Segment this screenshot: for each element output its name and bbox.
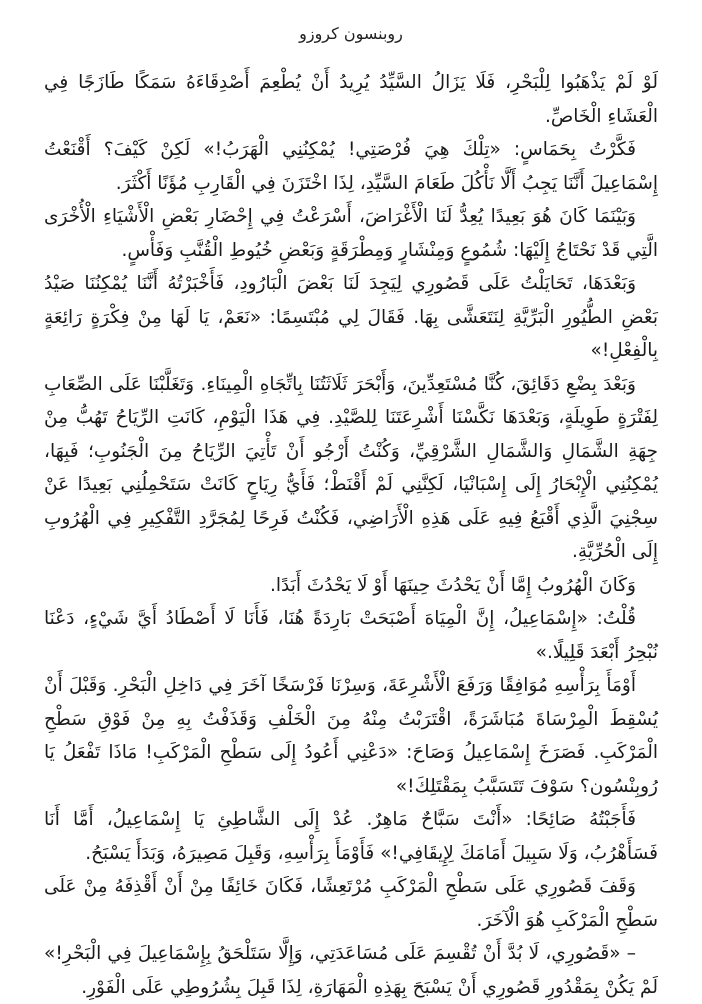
story-text [44, 66, 658, 1004]
paragraph: وَكَانَ الْهُرُوبُ إِمَّا أَنْ يَحْدُثَ حِينَهَا أَوْ لَا يَحْدُثَ أَبَدًا. [269, 574, 636, 596]
paragraph: فَأَجَبْتُهُ صَائِحًا: «أَنْتَ سَبَّاحٌ مَاهِرٌ. عُدْ إِلَى الشَّاطِئِ يَا إِسْمَاعِيلُ، أَمَّا أَنَا فَسَأَهْرُبُ، وَلَا سَبِيلَ أَمَامَكَ لِإِيقَافِي!» فَأَوْمَأَ بِرَأْسِهِ، وَقَبِلَ مَصِيرَهُ، وَبَدَأَ يَسْبَحُ. [44, 809, 658, 864]
paragraph: وَقَفَ قَصُورِي عَلَى سَطْحِ الْمَرْكَبِ مُرْتَعِشًا، فَكَانَ خَائِفًا مِنْ أَنْ أَقْذِفَهُ مِنْ عَلَى سَطْحِ الْمَرْكَبِ هُوَ الْآخَرَ. [44, 876, 658, 931]
paragraph: قُلْتُ: «إِسْمَاعِيلُ، إِنَّ الْمِيَاهَ أَصْبَحَتْ بَارِدَةً هُنَا، فَأَنَا لَا أَصْطَادُ أَيَّ شَيْءٍ، دَعْنَا نُبْحِرُ أَبْعَدَ قَلِيلًا.» [44, 608, 658, 663]
paragraph: فَكَّرْتُ بِحَمَاسٍ: «تِلْكَ هِيَ فُرْصَتِي! يُمْكِنُنِي الْهَرَبُ!» لَكِنْ كَيْفَ؟ أَقْنَعْتُ إِسْمَاعِيلَ أَنَّنَا يَجِبُ أَلَّا نَأْكُلَ طَعَامَ السَّيِّدِ، لِذَا اخْتَزَنَ فِي الْقَارِبِ مُؤَنًا أَكْثَرَ. [44, 139, 658, 194]
paragraph: وَبَعْدَهَا، تَحَايَلْتُ عَلَى قَصُورِي لِيَجِدَ لَنَا بَعْضَ الْبَارُودِ، فَأَخْبَرْتُهُ أَنَّنَا يُمْكِنُنَا صَيْدُ بَعْضِ الطُّيُورِ الْبَرِّيَّةِ لِنَتَعَشَّى بِهَا. فَقَالَ لِي مُبْتَسِمًا: «نَعَمْ، يَا لَهَا مِنْ فِكْرَةٍ رَائِعَةٍ بِالْفِعْلِ!» [44, 273, 658, 361]
paragraph: وَبَعْدَ بِضْعِ دَقَائِقَ، كُنَّا مُسْتَعِدِّينَ، وَأَبْحَرَ ثَلَاثَتُنَا بِاتِّجَاهِ الْمِينَاءِ. وَتَغَلَّبْنَا عَلَى الصِّعَابِ لِفَتْرَةٍ طَوِيلَةٍ، وَبَعْدَهَا نَكَّسْنَا أَشْرِعَتَنَا لِلصَّيْدِ. فِي هَذَا الْيَوْمِ، كَانَتِ الرِّيَاحُ تَهُبُّ مِنْ جِهَةِ الشَّمَالِ وَالشَّمَالِ الشَّرْقِيِّ، وَكُنْتُ أَرْجُو أَنْ تَأْتِيَ الرِّيَاحُ مِنَ الْجَنُوبِ؛ فَبِهَا، يُمْكِنُنِي الْإِبْحَارُ إِلَى إِسْبَانْيَا، لَكِنَّنِي لَمْ أَقْنَطْ؛ فَأَيُّ رِيَاحٍ كَانَتْ سَتَحْمِلُنِي بَعِيدًا عَنْ سِجْنِيَ الَّذِي أَقْبَعُ فِيهِ عَلَى هَذِهِ الْأَرَاضِي، فَكُنْتُ فَرِحًا لِمُجَرَّدِ التَّفْكِيرِ فِي الْهُرُوبِ إِلَى الْحُرِّيَّةِ. [44, 373, 658, 562]
paragraph: لَوْ لَمْ يَذْهَبُوا لِلْبَحْرِ، فَلَا يَزَالُ السَّيِّدُ يُرِيدُ أَنْ يُطْعِمَ أَصْدِقَاءَهُ سَمَكًا طَازَجًا فِي الْعَشَاءِ الْخَاصِّ. [44, 72, 658, 127]
running-title: روبنسون كروزو [299, 24, 403, 43]
paragraph: أَوْمَأَ بِرَأْسِهِ مُوَافِقًا وَرَفَعَ الْأَشْرِعَةَ، وَسِرْنَا فَرْسَخًا آخَرَ فِي دَاخِلِ الْبَحْرِ. وَقَبْلَ أَنْ يُسْقِطَ الْمِرْسَاةَ مُبَاشَرَةً، اقْتَرَبْتُ مِنْهُ مِنَ الْخَلْفِ وَقَذَفْتُ بِهِ مِنْ فَوْقِ سَطْحِ الْمَرْكَبِ. فَصَرَخَ إِسْمَاعِيلُ وَصَاحَ: «دَعْنِي أَعُودُ إِلَى سَطْحِ الْمَرْكَبِ! مَاذَا تَفْعَلُ يَا رُوبِنْسُون؟ سَوْفَ تَتَسَبَّبُ بِمَقْتَلِكَ!» [44, 675, 658, 797]
paragraph: – «قَصُورِي، لَا بُدَّ أَنْ تُقْسِمَ عَلَى مُسَاعَدَتِي، وَإِلَّا سَتَلْحَقُ بِإِسْمَاعِيلَ فِي الْبَحْرِ!» لَمْ يَكُنْ بِمَقْدُورِ قَصُورِي أَنْ يَسْبَحَ بِهَذِهِ الْمَهَارَةِ، لِذَا قَبِلَ بِشُرُوطِي عَلَى الْفَوْرِ. [44, 943, 658, 998]
paragraph: وَبَيْنَمَا كَانَ هُوَ بَعِيدًا يُعِدُّ لَنَا الْأَغْرَاضَ، أَسْرَعْتُ فِي إِحْضَارِ بَعْضِ الْأَشْيَاءِ الْأُخْرَى الَّتِي قَدْ نَحْتَاجُ إِلَيْهَا: شُمُوعٍ وَمِنْشَارٍ وَمِطْرَقَةٍ وَبَعْضِ خُيُوطِ الْقُنَّبِ وَفَأْسٍ. [44, 206, 658, 261]
